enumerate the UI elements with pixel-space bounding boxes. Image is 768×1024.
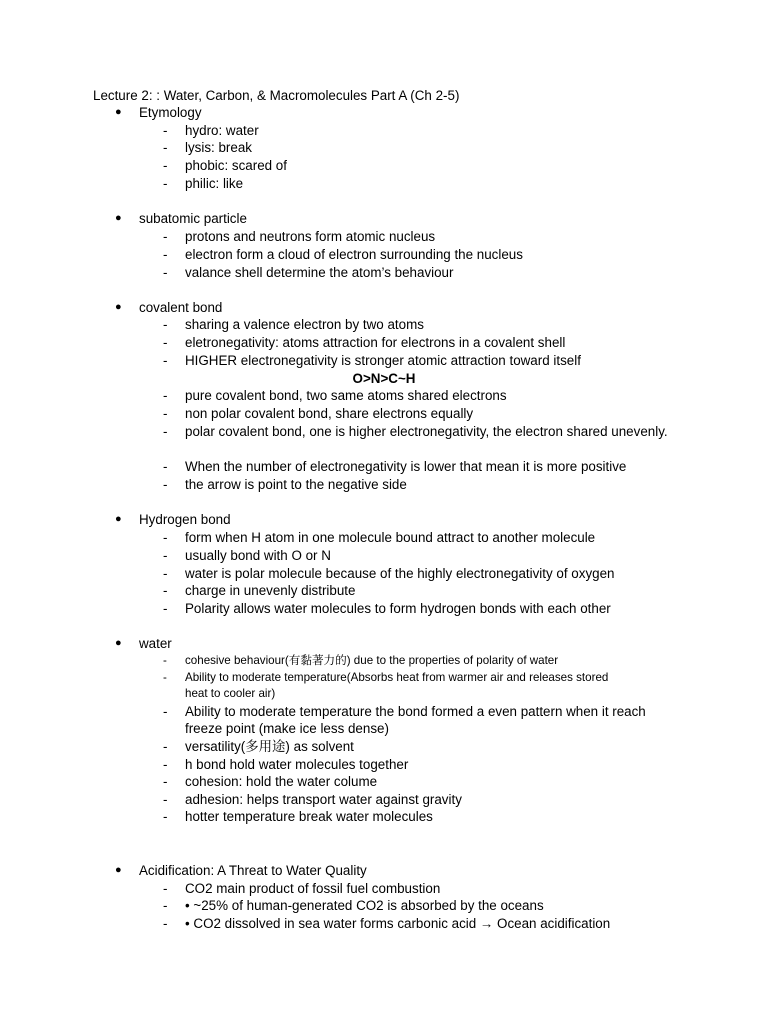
list-item-text: philic: like <box>185 176 244 191</box>
list-item-text: phobic: scared of <box>185 158 287 173</box>
list-item-text: electron form a cloud of electron surrounding the nucleus <box>185 247 523 262</box>
dash-icon: - <box>163 353 168 368</box>
section-label: Etymology <box>139 105 202 120</box>
dash-icon: - <box>163 739 168 754</box>
dash-icon: - <box>163 247 168 262</box>
list-item-text: h bond hold water molecules together <box>185 757 409 772</box>
dash-icon: - <box>163 406 168 421</box>
list-item-text: valance shell determine the atom’s behaviour <box>185 265 454 280</box>
dash-icon: - <box>163 809 168 824</box>
list-item-text: water is polar molecule because of the highly electronegativity of oxygen <box>185 566 615 581</box>
list-item-text: hydro: water <box>185 123 259 138</box>
list-item-text: protons and neutrons form atomic nucleus <box>185 229 436 244</box>
list-item-text: polar covalent bond, one is higher electronegativity, the electron shared unevenly. <box>185 424 668 439</box>
section-label: subatomic particle <box>139 211 247 226</box>
list-item-text: cohesive behaviour(有黏著力的) due to the properties of polarity of water <box>185 654 559 667</box>
dash-icon: - <box>163 654 167 667</box>
bullet-icon: ● <box>115 106 122 118</box>
dash-icon: - <box>163 424 168 439</box>
list-item-text: the arrow is point to the negative side <box>185 477 407 492</box>
dash-icon: - <box>163 548 168 563</box>
electronegativity-order: O>N>C~H <box>352 371 416 386</box>
section-label: water <box>139 636 172 651</box>
dash-icon: - <box>163 265 168 280</box>
dash-icon: - <box>163 671 167 684</box>
list-item-text: When the number of electronegativity is lower that mean it is more positive <box>185 459 627 474</box>
dash-icon: - <box>163 459 168 474</box>
dash-icon: - <box>163 477 168 492</box>
list-item-text: versatility(多用途) as solvent <box>185 739 354 754</box>
list-item-text: adhesion: helps transport water against gravity <box>185 792 462 807</box>
dash-icon: - <box>163 335 168 350</box>
list-item-text: • ~25% of human-generated CO2 is absorbed by the oceans <box>185 898 544 913</box>
list-item-text: sharing a valence electron by two atoms <box>185 317 424 332</box>
dash-icon: - <box>163 317 168 332</box>
list-item-text: Polarity allows water molecules to form hydrogen bonds with each other <box>185 601 611 616</box>
dash-icon: - <box>163 583 168 598</box>
dash-icon: - <box>163 757 168 772</box>
dash-icon: - <box>163 774 168 789</box>
dash-icon: - <box>163 898 168 913</box>
bullet-icon: ● <box>115 301 122 313</box>
list-item-text: HIGHER electronegativity is stronger atomic attraction toward itself <box>185 353 581 368</box>
list-item-text: non polar covalent bond, share electrons equally <box>185 406 474 421</box>
list-item-text: cohesion: hold the water colume <box>185 774 378 789</box>
list-item-text: Ability to moderate temperature(Absorbs heat from warmer air and releases stored heat to cooler air) <box>185 671 609 700</box>
dash-icon: - <box>163 704 168 719</box>
dash-icon: - <box>163 158 168 173</box>
dash-icon: - <box>163 123 168 138</box>
list-item-text: Ability to moderate temperature the bond formed a even pattern when it reach freeze point (make ice less dense) <box>185 704 646 736</box>
bullet-icon: ● <box>115 637 122 649</box>
dash-icon: - <box>163 229 168 244</box>
list-item-text: charge in unevenly distribute <box>185 583 356 598</box>
section-label: covalent bond <box>139 300 223 315</box>
list-item-text: form when H atom in one molecule bound attract to another molecule <box>185 530 596 545</box>
bullet-icon: ● <box>115 212 122 224</box>
list-item-text: pure covalent bond, two same atoms shared electrons <box>185 388 507 403</box>
dash-icon: - <box>163 601 168 616</box>
list-item-text: usually bond with O or N <box>185 548 331 563</box>
section-label: Acidification: A Threat to Water Quality <box>139 863 367 878</box>
dash-icon: - <box>163 530 168 545</box>
section-label: Hydrogen bond <box>139 512 231 527</box>
list-item-text: eletronegativity: atoms attraction for electrons in a covalent shell <box>185 335 566 350</box>
dash-icon: - <box>163 388 168 403</box>
bullet-icon: ● <box>115 864 122 876</box>
dash-icon: - <box>163 916 168 931</box>
dash-icon: - <box>163 792 168 807</box>
bullet-icon: ● <box>115 513 122 525</box>
dash-icon: - <box>163 140 168 155</box>
dash-icon: - <box>163 566 168 581</box>
list-item-text: CO2 main product of fossil fuel combustion <box>185 881 441 896</box>
page-title: Lecture 2: : Water, Carbon, & Macromolecules Part A (Ch 2-5) <box>93 88 460 103</box>
list-item-text: • CO2 dissolved in sea water forms carbonic acid → Ocean acidification <box>185 916 611 931</box>
list-item-text: hotter temperature break water molecules <box>185 809 433 824</box>
list-item-text: lysis: break <box>185 140 252 155</box>
dash-icon: - <box>163 176 168 191</box>
dash-icon: - <box>163 881 168 896</box>
